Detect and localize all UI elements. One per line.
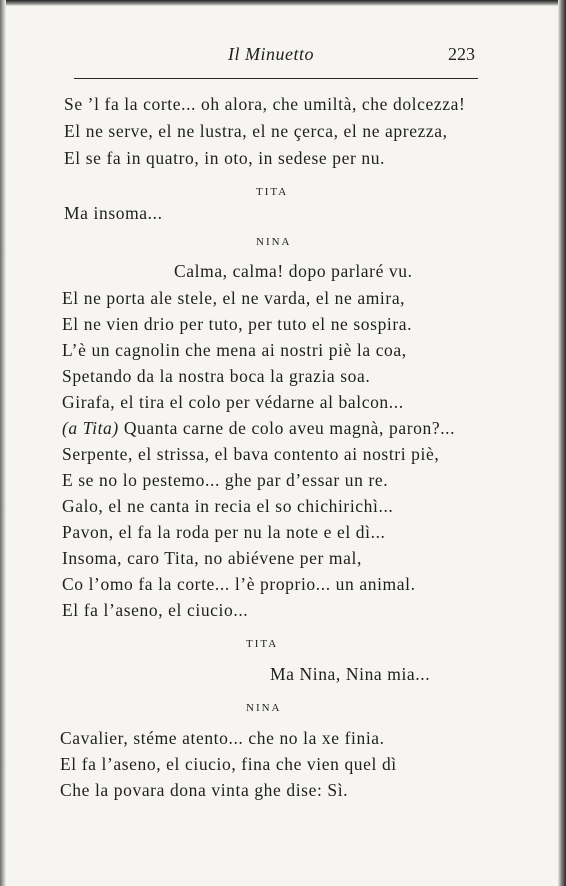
- verse-line: L’è un cagnolin che mena ai nostri piè la coa,: [62, 340, 407, 360]
- verse-line: El fa l’aseno, el ciucio, fina che vien quel dì: [60, 754, 397, 774]
- page-shadow-top: [0, 0, 566, 6]
- speaker-name: NINA: [256, 236, 292, 248]
- speaker-name: TITA: [256, 186, 289, 198]
- verse-line: Cavalier, stéme atento... che no la xe finia.: [60, 728, 385, 748]
- verse-line: Galo, el ne canta in recia el so chichirichì...: [62, 496, 394, 516]
- verse-line: El ne serve, el ne lustra, el ne çerca, el ne aprezza,: [64, 121, 448, 141]
- verse-line: Ma insoma...: [64, 203, 163, 223]
- page-number: 223: [448, 44, 475, 64]
- verse-line: [62, 418, 455, 439]
- running-title: Il Minuetto: [228, 44, 314, 64]
- verse-line: Serpente, el strissa, el bava contento ai nostri piè,: [62, 444, 440, 464]
- verse-line: Pavon, el fa la roda per nu la note e el dì...: [62, 522, 386, 542]
- page-header: [0, 44, 566, 74]
- verse-line: Calma, calma! dopo parlaré vu.: [174, 261, 413, 281]
- page-shadow-right: [558, 0, 566, 886]
- verse-line: El fa l’aseno, el ciucio...: [62, 600, 249, 620]
- verse-line: El se fa in quatro, in oto, in sedese per nu.: [64, 148, 386, 168]
- verse-line: Co l’omo fa la corte... l’è proprio... un animal.: [62, 574, 416, 594]
- page-shadow-left: [0, 0, 6, 886]
- verse-line-rest: Quanta carne de colo aveu magnà, paron?...: [123, 418, 456, 438]
- verse-line: Spetando da la nostra boca la grazia soa.: [62, 366, 371, 386]
- verse-line: Insoma, caro Tita, no abiévene per mal,: [62, 548, 362, 568]
- stage-direction: (a Tita): [62, 418, 119, 438]
- verse-line: E se no lo pestemo... ghe par d’essar un re.: [62, 470, 389, 490]
- verse-line: Che la povara dona vinta ghe dise: Sì.: [60, 780, 349, 800]
- speaker-name: NINA: [246, 702, 282, 714]
- header-rule: [74, 78, 478, 79]
- verse-line: Se ’l fa la corte... oh alora, che umiltà, che dolcezza!: [64, 94, 466, 114]
- verse-line: Ma Nina, Nina mia...: [270, 664, 431, 684]
- verse-line: El ne vien drio per tuto, per tuto el ne sospira.: [62, 314, 413, 334]
- verse-line: El ne porta ale stele, el ne varda, el ne amira,: [62, 288, 406, 308]
- speaker-name: TITA: [246, 638, 279, 650]
- verse-line: Girafa, el tira el colo per védarne al balcon...: [62, 392, 404, 412]
